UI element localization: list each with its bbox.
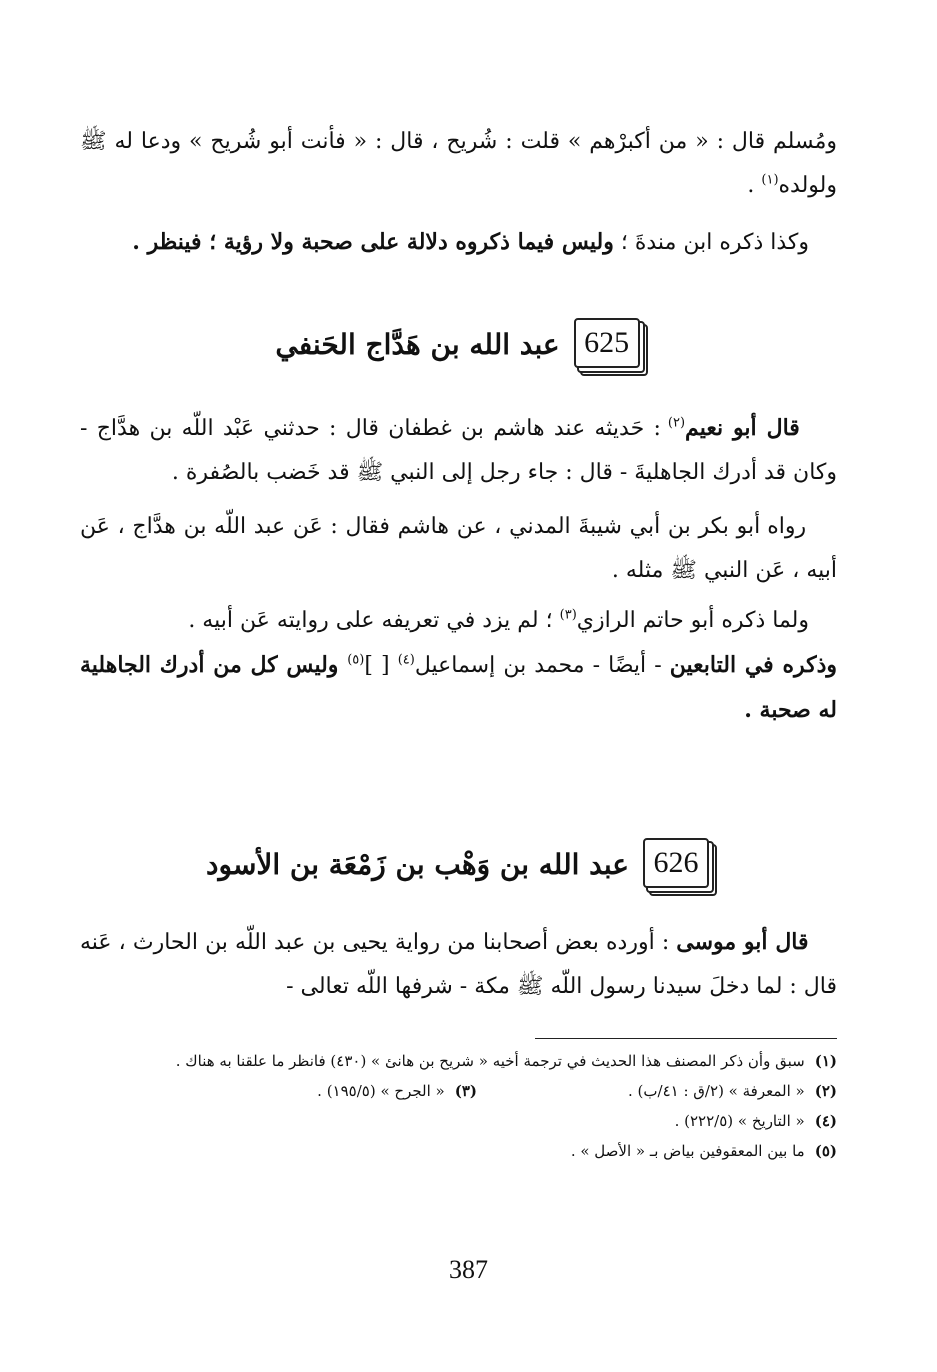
paragraph-2 xyxy=(80,505,837,593)
footnote-ref-4: (٤) xyxy=(397,652,415,668)
footnote-text: « الجرح » (١٩٥/٥) . xyxy=(317,1082,445,1100)
paragraph-4 xyxy=(80,643,837,733)
entry-number-box xyxy=(643,838,711,890)
entry-heading-625 xyxy=(80,318,837,370)
footnote-3 xyxy=(217,1076,477,1106)
footnote-ref-3: (٣) xyxy=(559,607,577,623)
footnote-row-2-3 xyxy=(80,1076,837,1106)
section-1 xyxy=(80,120,837,265)
footnote-2 xyxy=(477,1076,837,1106)
paragraph-1 xyxy=(80,120,837,208)
footnotes xyxy=(80,1046,837,1166)
paragraph-2 xyxy=(80,220,837,265)
footnote-4 xyxy=(80,1106,837,1136)
entry-title: عبد الله بن وَهْب بن زَمْعَة بن الأسود xyxy=(206,847,629,881)
paragraph-bold-text: وليس فيما ذكروه دلالة على صحبة ولا رؤية ؛ فينظر . xyxy=(132,229,614,255)
footnote-number: (٢) xyxy=(814,1082,837,1100)
blank-bracket: [ ] xyxy=(364,653,398,678)
footnote-number: (١) xyxy=(814,1052,837,1070)
page-number: 387 xyxy=(449,1255,488,1284)
footnote-1 xyxy=(80,1046,837,1076)
footnote-5 xyxy=(80,1136,837,1166)
narrator-name: قال أبو موسى xyxy=(676,929,809,955)
entry-number: 625 xyxy=(574,318,640,368)
footnote-text: « التاريخ » (٢٢٢/٥) . xyxy=(674,1112,805,1130)
paragraph-end: ؛ لم يزد في تعريفه على روايته عَن أبيه . xyxy=(188,608,560,633)
paragraph-text: : حَديثه عند هاشم بن غطفان قال : حدثني عَبْد اللّه بن هدَّاج - وكان قد أدرك الجاهليةَ - قال : جاء رجل إلى النبي ﷺ قد خَضب بالصُفرة . xyxy=(80,416,837,485)
paragraph-end: . xyxy=(747,173,762,198)
entry-number: 626 xyxy=(643,838,709,888)
narrator-name: قال أبو نعيم xyxy=(685,415,800,441)
entry-number-box xyxy=(574,318,642,370)
paragraph-text: - أيضًا - محمد بن إسماعيل xyxy=(414,653,670,678)
paragraph-bold-text: وذكره في التابعين xyxy=(669,652,838,678)
paragraph-bold-text: وليس كل من أدرك الجاهلية له صحبة . xyxy=(80,652,837,723)
footnote-ref-2: (٢) xyxy=(667,415,686,431)
paragraph-text: ومُسلم قال : « من أكبرْهم » قلت : شُريح ، قال : « فأنت أبو شُريح » ودعا له ﷺ ولولده xyxy=(80,129,837,198)
paragraph-text: وكذا ذكره ابن مندةَ ؛ xyxy=(613,230,810,255)
entry-heading-626 xyxy=(80,838,837,890)
paragraph-text: ولما ذكره أبو حاتم الرازي xyxy=(576,608,810,633)
entry-title: عبد الله بن هَدَّاج الحَنفي xyxy=(275,327,560,361)
footnote-ref-1: (١) xyxy=(761,172,779,188)
footnote-text: « المعرفة » (٢/ق : ٤١/ب) . xyxy=(628,1082,805,1100)
footnote-number: (٥) xyxy=(814,1142,837,1160)
paragraph-1 xyxy=(80,406,837,495)
section-2 xyxy=(80,406,837,733)
footnote-text: ما بين المعقوفين بياض بـ « الأصل » . xyxy=(570,1142,805,1160)
paragraph-text: : أورده بعض أصحابنا من رواية يحيى بن عبد اللّه بن الحارث ، عَنه قال : لما دخلَ سيدنا رسول اللّه ﷺ مكة - شرفها اللّه تعالى - xyxy=(80,930,837,999)
paragraph-text: رواه أبو بكر بن أبي شيبةَ المدني ، عن هاشم فقال : عَن عبد اللّه بن هدَّاج ، عَن أبيه ، عَن النبي ﷺ مثله . xyxy=(80,514,837,583)
footnote-number: (٤) xyxy=(814,1112,837,1130)
section-3 xyxy=(80,920,837,1009)
footnote-text: سبق وأن ذكر المصنف هذا الحديث في ترجمة أخيه « شريح بن هانئ » (٤٣٠) فانظر ما علقنا به هناك . xyxy=(175,1052,805,1070)
footnote-number: (٣) xyxy=(454,1082,477,1100)
footnote-divider xyxy=(535,1038,837,1039)
paragraph-1 xyxy=(80,920,837,1009)
footnote-ref-5: (٥) xyxy=(347,652,365,668)
paragraph-3 xyxy=(80,599,837,643)
